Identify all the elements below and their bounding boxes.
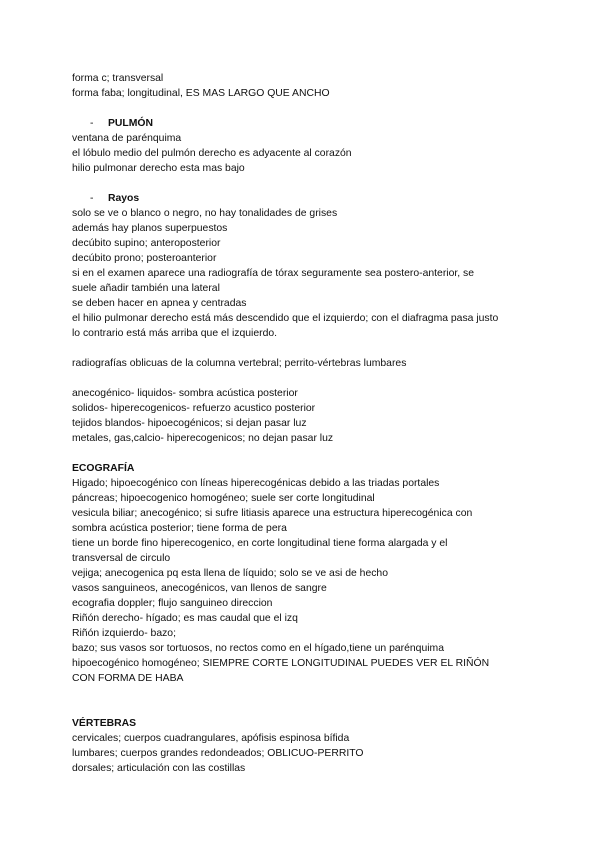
rayos-line-2: además hay planos superpuestos bbox=[72, 223, 228, 234]
vertebras-line-2: lumbares; cuerpos grandes redondeados; OBLICUO-PERRITO bbox=[72, 748, 364, 759]
pulmon-line-2: el lóbulo medio del pulmón derecho es adyacente al corazón bbox=[72, 148, 352, 159]
pulmon-line-3: hilio pulmonar derecho esta mas bajo bbox=[72, 163, 245, 174]
ecogenicidad-line-2: solidos- hiperecogenicos- refuerzo acustico posterior bbox=[72, 403, 316, 414]
spacer bbox=[72, 446, 542, 461]
ecografia-line-8: vasos sanguineos, anecogénicos, van llenos de sangre bbox=[72, 583, 327, 594]
rayos-line-5: si en el examen aparece una radiografía de tórax seguramente sea postero-anterior, se bbox=[72, 268, 475, 279]
intro-line-1: forma c; transversal bbox=[72, 73, 164, 84]
ecografia-line-9: ecografia doppler; flujo sanguineo direccion bbox=[72, 598, 273, 609]
intro-line-2: forma faba; longitudinal, ES MAS LARGO QUE ANCHO bbox=[72, 88, 330, 99]
ecografia-line-4: sombra acústica posterior; tiene forma de pera bbox=[72, 523, 287, 534]
ecografia-line-12: bazo; sus vasos sor tortuosos, no rectos como en el hígado,tiene un parénquima bbox=[72, 643, 444, 654]
vertebras-heading: VÉRTEBRAS bbox=[72, 718, 137, 729]
rayos-line-9: lo contrario está más arriba que el izquierdo. bbox=[72, 328, 278, 339]
spacer bbox=[72, 686, 542, 716]
spacer bbox=[72, 176, 542, 191]
ecografia-line-14: CON FORMA DE HABA bbox=[72, 673, 184, 684]
ecografia-line-2: páncreas; hipoecogenico homogéneo; suele ser corte longitudinal bbox=[72, 493, 375, 504]
rayos-heading-text: Rayos bbox=[108, 193, 140, 204]
ecogenicidad-line-4: metales, gas,calcio- hiperecogenicos; no dejan pasar luz bbox=[72, 433, 334, 444]
rayos-line-4: decúbito prono; posteroanterior bbox=[72, 253, 217, 264]
ecografia-line-5: tiene un borde fino hiperecogenico, en corte longitudinal tiene forma alargada y el bbox=[72, 538, 448, 549]
rayos-line-6: suele añadir también una lateral bbox=[72, 283, 220, 294]
rayos-line-3: decúbito supino; anteroposterior bbox=[72, 238, 221, 249]
oblicuas-line-1: radiografías oblicuas de la columna vertebral; perrito-vértebras lumbares bbox=[72, 358, 407, 369]
ecografia-line-11: Riñón izquierdo- bazo; bbox=[72, 628, 176, 639]
pulmon-heading-text: PULMÓN bbox=[108, 118, 154, 129]
ecografia-line-6: transversal de circulo bbox=[72, 553, 171, 564]
bullet-dash: - bbox=[90, 193, 94, 204]
rayos-line-8: el hilio pulmonar derecho está más descendido que el izquierdo; con el diafragma pasa justo bbox=[72, 313, 499, 324]
ecografia-line-10: Riñón derecho- hígado; es mas caudal que el izq bbox=[72, 613, 298, 624]
ecografia-line-1: Higado; hipoecogénico con líneas hiperecogénicas debido a las triadas portales bbox=[72, 478, 440, 489]
pulmon-heading bbox=[72, 116, 542, 131]
spacer bbox=[72, 101, 542, 116]
ecografia-line-7: vejiga; anecogenica pq esta llena de líquido; solo se ve asi de hecho bbox=[72, 568, 388, 579]
ecografia-heading: ECOGRAFÍA bbox=[72, 463, 135, 474]
rayos-heading bbox=[72, 191, 542, 206]
ecogenicidad-line-3: tejidos blandos- hipoecogénicos; si dejan pasar luz bbox=[72, 418, 307, 429]
spacer bbox=[72, 371, 542, 386]
ecografia-line-3: vesicula biliar; anecogénico; si sufre litiasis aparece una estructura hiperecogénica con bbox=[72, 508, 473, 519]
rayos-line-7: se deben hacer en apnea y centradas bbox=[72, 298, 247, 309]
vertebras-line-3: dorsales; articulación con las costillas bbox=[72, 763, 246, 774]
bullet-dash: - bbox=[90, 118, 94, 129]
pulmon-line-1: ventana de parénquima bbox=[72, 133, 182, 144]
ecogenicidad-line-1: anecogénico- liquidos- sombra acústica posterior bbox=[72, 388, 298, 399]
vertebras-line-1: cervicales; cuerpos cuadrangulares, apófisis espinosa bífida bbox=[72, 733, 350, 744]
rayos-line-1: solo se ve o blanco o negro, no hay tonalidades de grises bbox=[72, 208, 338, 219]
ecografia-line-13: hipoecogénico homogéneo; SIEMPRE CORTE LONGITUDINAL PUEDES VER EL RIÑÓN bbox=[72, 658, 490, 669]
document-page bbox=[72, 71, 542, 776]
spacer bbox=[72, 341, 542, 356]
